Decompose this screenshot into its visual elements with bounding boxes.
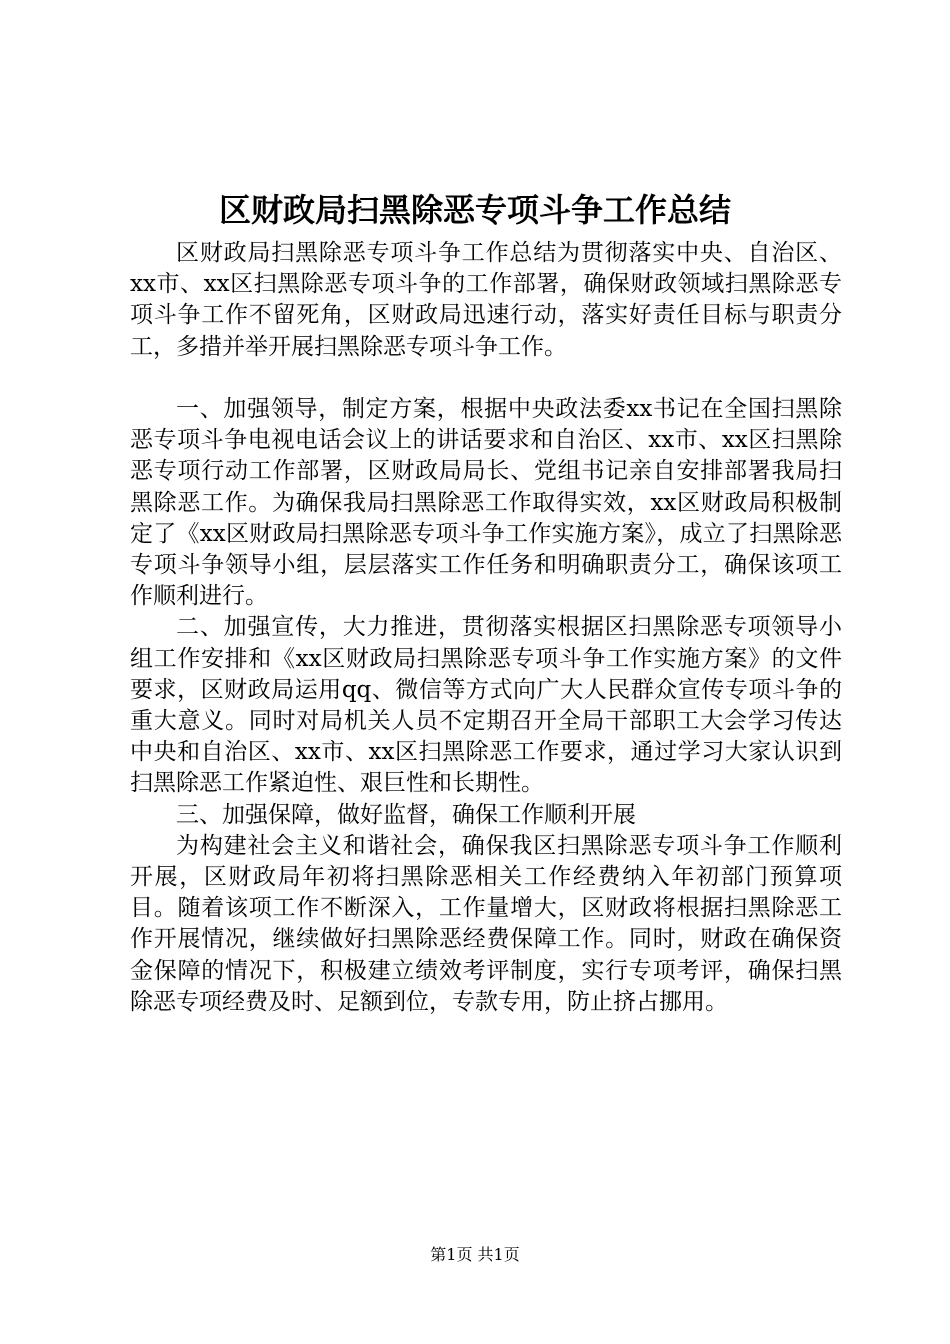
page-footer: 第1页 共1页 (430, 1245, 520, 1264)
section-3-heading: 三、加强保障，做好监督，确保工作顺利开展 (176, 801, 636, 828)
intro-paragraph: 区财政局扫黑除恶专项斗争工作总结为贯彻落实中央、自治区、xx市、xx区扫黑除恶专项斗争的工作部署，确保财政领域扫黑除恶专项斗争工作不留死角，区财政局迅速行动，落实好责任目标与职责分工，多措并举开展扫黑除恶专项斗争工作。 (130, 240, 842, 360)
document-body (130, 238, 842, 1018)
document-title: 区财政局扫黑除恶专项斗争工作总结 (218, 191, 731, 229)
section-1-paragraph: 一、加强领导，制定方案，根据中央政法委xx书记在全国扫黑除恶专项斗争电视电话会议上的讲话要求和自治区、xx市、xx区扫黑除恶专项行动工作部署，区财政局局长、党组书记亲自安排部署我局扫黑除恶工作。为确保我局扫黑除恶工作取得实效，xx区财政局积极制定了《xx区财政局扫黑除恶专项斗争工作实施方案》，成立了扫黑除恶专项斗争领导小组，层层落实工作任务和明确职责分工，确保该项工作顺利进行。 (130, 396, 842, 610)
section-3-paragraph: 为构建社会主义和谐社会，确保我区扫黑除恶专项斗争工作顺利开展，区财政局年初将扫黑除恶相关工作经费纳入年初部门预算项目。随着该项工作不断深入，工作量增大，区财政将根据扫黑除恶工作开展情况，继续做好扫黑除恶经费保障工作。同时，财政在确保资金保障的情况下，积极建立绩效考评制度，实行专项考评，确保扫黑除恶专项经费及时、足额到位，专款专用，防止挤占挪用。 (130, 832, 842, 1015)
section-2-paragraph: 二、加强宣传，大力推进，贯彻落实根据区扫黑除恶专项领导小组工作安排和《xx区财政局扫黑除恶专项斗争工作实施方案》的文件要求，区财政局运用qq、微信等方式向广大人民群众宣传专项斗争的重大意义。同时对局机关人员不定期召开全局干部职工大会学习传达中央和自治区、xx市、xx区扫黑除恶工作要求，通过学习大家认识到扫黑除恶工作紧迫性、艰巨性和长期性。 (130, 614, 842, 797)
